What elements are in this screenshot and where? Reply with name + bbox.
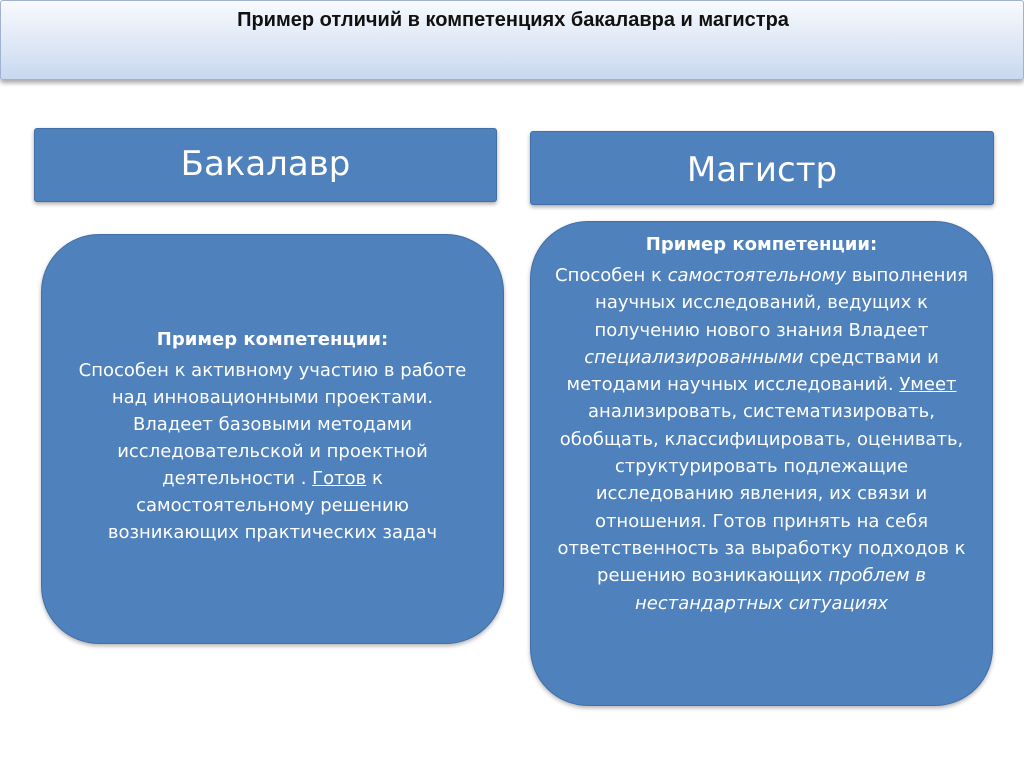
master-competence-text (549, 262, 974, 617)
master-text-part: анализировать, систематизировать, обобщать, классифицировать, оценивать, структурировать подлежащие исследованию явления, их связи и отношения. Готов принять на себя ответственность за выработку подходов к решению возникающих (557, 401, 966, 587)
master-competence-card (530, 221, 993, 706)
bachelor-competence-text (72, 357, 473, 546)
master-underlined-word: Умеет (899, 374, 957, 396)
master-italic-word: специализированными (584, 346, 804, 368)
master-text-part: выполнения научных исследований, ведущих к получению нового знания Владеет (594, 265, 968, 341)
bachelor-header: Бакалавр (34, 128, 497, 202)
title-bar (0, 0, 1024, 80)
bachelor-competence-card (41, 234, 504, 644)
master-text-part: средствами и методами научных исследований. (566, 346, 939, 396)
bachelor-competence-heading: Пример компетенции: (156, 328, 389, 350)
bachelor-text-part: к самостоятельному решению возникающих практических задач (107, 467, 438, 543)
slide-title: Пример отличий в компетенциях бакалавра и магистра (237, 9, 789, 31)
master-header: Магистр (530, 131, 994, 205)
master-text-part: Способен к (555, 265, 668, 286)
master-italic-phrase: проблем в нестандартных ситуациях (635, 565, 926, 614)
bachelor-underlined-word: Готов (312, 467, 367, 489)
master-competence-heading: Пример компетенции: (645, 234, 878, 255)
bachelor-text-part: Способен к активному участию в работе над инновационными проектами. Владеет базовыми методами исследовательской и проектной деятельности . (78, 359, 467, 489)
master-italic-word: самостоятельному (667, 265, 846, 286)
